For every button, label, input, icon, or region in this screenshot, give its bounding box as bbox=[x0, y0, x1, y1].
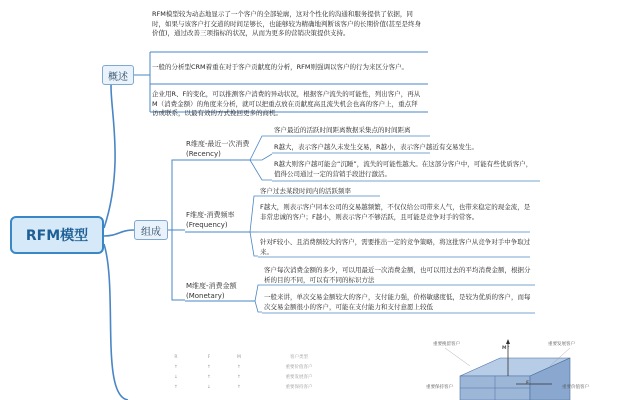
cube-axis-f: F bbox=[526, 381, 530, 386]
cube-label-keep: 重要保持客户 bbox=[426, 385, 453, 390]
table-row: ↓ ↑ ↑ 重要发展客户 bbox=[174, 374, 313, 380]
recency-line-2: R越大，表示客户越久未发生交易，R越小，表示客户越近有交易发生。 bbox=[274, 143, 479, 151]
root-node[interactable]: RFM模型 bbox=[10, 216, 104, 254]
frequency-line-3: 针对F较小、且消费额较大的客户，需要推出一定的竞争策略，将这批客户从竞争对手中争取过来。 bbox=[260, 238, 531, 256]
frequency-line-1: 客户过去某段时间内的活跃频率 bbox=[260, 187, 351, 195]
overview-intro: RFM模型较为动态地显示了一个客户的全部轮廓，这对个性化的沟通和服务提供了依据，同时，如果与该客户打交道的时间足够长，也能够较为精确地判断该客户的长期价值(甚至是终身价值)，通过改善三项指标的状况，从而为更多的营销决策提供支持。 bbox=[152, 10, 422, 37]
monetary-line-1: 客户每次消费金额的多少，可以用最近一次消费金额，也可以用过去的平均消费金额，根据分析的目的不同，可以有不同的标识方法 bbox=[264, 266, 531, 284]
mini-th-type: 客户类型 bbox=[290, 355, 308, 360]
monetary-line-2: 一般来讲，单次交易金额较大的客户，支付能力强，价格敏感度低，是较为优质的客户，而每次交易金额很小的客户，可能在支付能力和支付意愿上较低 bbox=[264, 293, 531, 311]
mini-th-f: F bbox=[207, 354, 211, 360]
cube-label-develop: 重要发展客户 bbox=[548, 342, 575, 347]
monetary-subtitle: (Monetary) bbox=[186, 292, 225, 300]
frequency-subtitle: (Frequency) bbox=[186, 221, 228, 229]
cube-label-retain: 重要挽留客户 bbox=[433, 342, 460, 347]
overview-general: 一般的分析型CRM着重在对于客户贡献度的分析，RFM则强调以客户的行为来区分客户。 bbox=[152, 63, 409, 71]
monetary-node[interactable] bbox=[186, 281, 256, 301]
branch-overview[interactable]: 概述 bbox=[102, 65, 134, 85]
frequency-line-2: F越大，则表示客户同本公司的交易越频繁，不仅仅给公司带来人气，也带来稳定的现金流，是非常忠诚的客户；F越小，则表示客户不够活跃，且可能是竞争对手的常客。 bbox=[260, 203, 531, 221]
table-row: ↑ ↓ ↑ 重要保持客户 bbox=[174, 384, 313, 390]
frequency-node[interactable] bbox=[186, 210, 250, 230]
recency-line-1: 客户最近的活跃时间距离数据采集点的时间距离 bbox=[274, 126, 411, 134]
table-row: ↑ ↑ ↑ 重要价值客户 bbox=[174, 364, 313, 370]
cube-axis-m: M↑ bbox=[502, 346, 511, 351]
recency-subtitle: (Recency) bbox=[186, 150, 221, 158]
recency-title: R维度-最近一次消费 bbox=[186, 140, 250, 148]
frequency-title: F维度-消费频率 bbox=[186, 211, 235, 219]
branch-composition[interactable]: 组成 bbox=[134, 220, 168, 240]
mini-th-r: R bbox=[174, 354, 178, 360]
cube-label-value: 重要价值客户 bbox=[562, 385, 589, 390]
mini-th-m: M bbox=[237, 354, 241, 360]
recency-line-3: R越大则客户越可能会“沉睡”，流失的可能性越大。在这部分客户中，可能有些优质客户，值得公司通过一定的营销手段进行激活。 bbox=[274, 160, 533, 178]
rfm-mini-table bbox=[158, 352, 344, 392]
monetary-title: M维度-消费金额 bbox=[186, 282, 237, 290]
overview-change: 企业用R、F的变化，可以推测客户消费的异动状况，根据客户流失的可能性，列出客户，再从M（消费金额）的角度来分析，就可以把重点放在贡献度高且流失机会也高的客户上，重点拜访或联系，以最有效的方式挽回更多的商机。 bbox=[152, 90, 421, 117]
recency-node[interactable] bbox=[186, 139, 256, 159]
